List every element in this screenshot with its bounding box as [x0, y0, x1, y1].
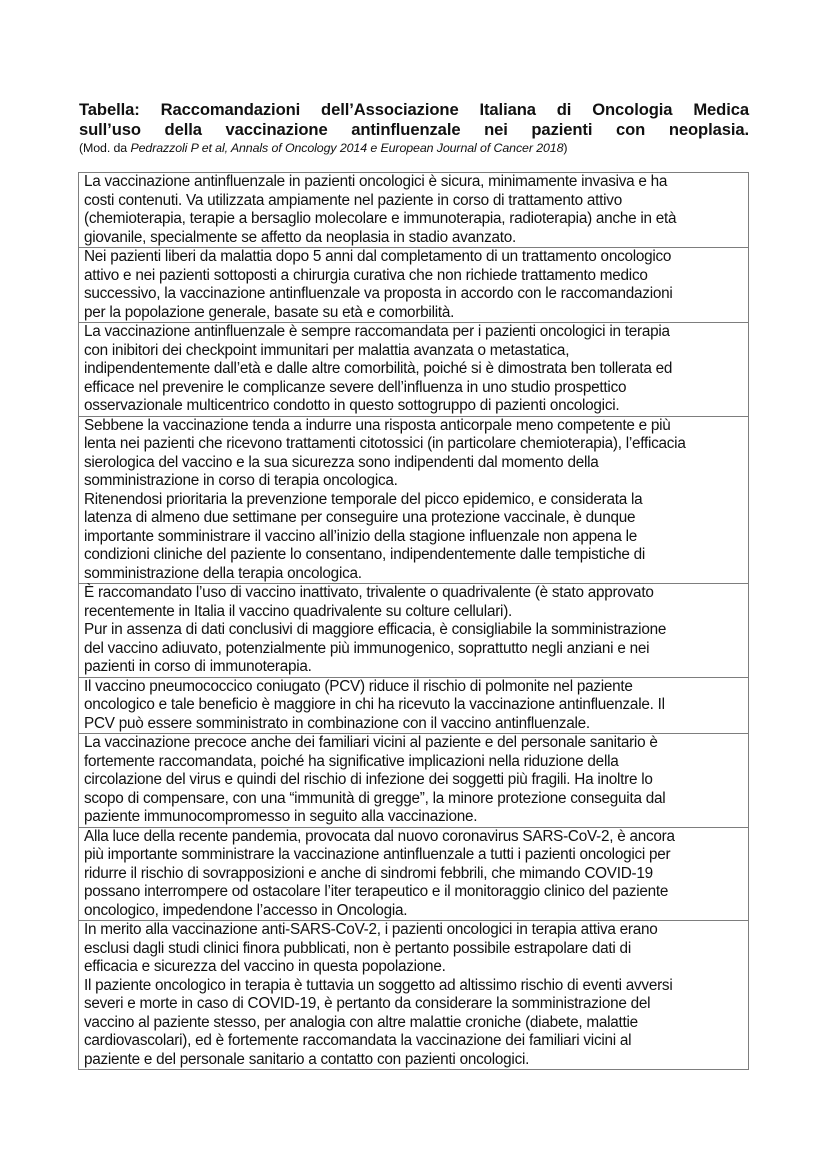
recommendation-text-line: per la popolazione generale, basate su età e comorbilità.	[84, 303, 455, 321]
recommendation-text-line: indipendentemente dall’età e dalle altre comorbilità, poiché si è dimostrata ben tollerata ed	[84, 360, 673, 377]
recommendations-table	[78, 172, 749, 1070]
recommendation-text-line: con inibitori dei checkpoint immunitari per malattia avanzata o metastatica,	[84, 341, 570, 359]
recommendation-text-line: paziente immunocompromesso in seguito alla vaccinazione.	[84, 808, 478, 825]
recommendation-cell	[79, 734, 749, 828]
recommendation-text-line: circolazione del virus e quindi del rischio di infezione dei soggetti più fragili. Ha inoltre lo	[84, 771, 653, 788]
recommendation-text-line: La vaccinazione antinfluenzale in pazienti oncologici è sicura, minimamente invasiva e ha	[84, 173, 668, 190]
recommendation-text-line: del vaccino adiuvato, potenzialmente più immunogenico, soprattutto negli anziani e nei	[84, 639, 650, 657]
recommendation-text-line: Pur in assenza di dati conclusivi di maggiore efficacia, è consigliabile la somministrazione	[84, 621, 667, 638]
recommendation-text-line: oncologico e tale beneficio è maggiore in chi ha ricevuto la vaccinazione antinfluenzale. Il	[84, 696, 665, 713]
recommendation-text-line: successivo, la vaccinazione antinfluenzale va proposta in accordo con le raccomandazioni	[84, 285, 673, 302]
recommendation-text-line: È raccomandato l’uso di vaccino inattivato, trivalente o quadrivalente (è stato approvato	[84, 584, 654, 601]
table-row	[79, 827, 749, 921]
table-row	[79, 173, 749, 248]
table-row	[79, 248, 749, 323]
recommendation-text-line: La vaccinazione precoce anche dei familiari vicini al paziente e del personale sanitario è	[84, 734, 658, 751]
source-authors: Pedrazzoli P et al, Annals of Oncology 2014 e European Journal of Cancer 2018	[130, 141, 564, 155]
title-line-2: sull’uso della vaccinazione antinfluenzale nei pazienti con neoplasia.	[79, 120, 749, 139]
recommendation-cell	[79, 584, 749, 678]
recommendation-text-line: più importante somministrare la vaccinazione antinfluenzale a tutti i pazienti oncologici per	[84, 846, 671, 863]
source-prefix: (Mod. da	[79, 141, 131, 155]
table-row	[79, 677, 749, 734]
recommendation-text-line: condizioni cliniche del paziente lo consentano, indipendentemente dalle tempistiche di	[84, 546, 646, 563]
source-suffix: )	[563, 141, 568, 155]
recommendation-cell	[79, 677, 749, 734]
recommendation-cell	[79, 921, 749, 1070]
recommendation-text-line: importante somministrare il vaccino all’inizio della stagione influenzale non appena le	[84, 527, 638, 545]
recommendation-text-line: Il paziente oncologico in terapia è tuttavia un soggetto ad altissimo rischio di eventi avversi	[84, 976, 673, 994]
recommendation-text-line: efficacia e sicurezza del vaccino in questa popolazione.	[84, 958, 446, 975]
table-row	[79, 584, 749, 678]
recommendation-text-line: somministrazione della terapia oncologica.	[84, 564, 362, 582]
recommendation-text-line: fortemente raccomandata, poiché ha significative implicazioni nella riduzione della	[84, 752, 619, 770]
recommendation-text-line: Sebbene la vaccinazione tenda a indurre una risposta anticorpale meno competente e più	[84, 416, 671, 434]
title-line-1: Tabella: Raccomandazioni dell’Associazione Italiana di Oncologia Medica	[79, 100, 749, 119]
table-row	[79, 323, 749, 417]
recommendation-text-line: recentemente in Italia il vaccino quadrivalente su colture cellulari).	[84, 602, 513, 620]
recommendation-text-line: esclusi dagli studi clinici finora pubblicati, non è pertanto possibile estrapolare dati di	[84, 939, 631, 957]
table-title	[79, 100, 749, 140]
table-row	[79, 416, 749, 584]
recommendation-cell	[79, 827, 749, 921]
recommendation-cell	[79, 416, 749, 584]
recommendation-text-line: oncologico, impedendone l’accesso in Oncologia.	[84, 901, 408, 919]
recommendation-text-line: lenta nei pazienti che ricevono trattamenti citotossici (in particolare chemioterapia), l’efficacia	[84, 435, 686, 452]
recommendation-text-line: attivo e nei pazienti sottoposti a chirurgia curativa che non richiede trattamento medico	[84, 266, 648, 284]
recommendation-text-line: giovanile, specialmente se affetto da neoplasia in stadio avanzato.	[84, 228, 516, 246]
source-citation	[79, 141, 749, 156]
recommendation-text-line: paziente e del personale sanitario a contatto con pazienti oncologici.	[84, 1050, 530, 1068]
recommendation-text-line: ridurre il rischio di sovrapposizioni e anche di sindromi febbrili, che mimando COVID-19	[84, 864, 653, 882]
recommendation-text-line: cardiovascolari), ed è fortemente raccomandata la vaccinazione dei familiari vicini al	[84, 1032, 632, 1049]
table-row	[79, 921, 749, 1070]
recommendation-text-line: costi contenuti. Va utilizzata ampiamente nel paziente in corso di trattamento attivo	[84, 191, 622, 209]
recommendation-text-line: pazienti in corso di immunoterapia.	[84, 658, 312, 675]
recommendation-text-line: osservazionale multicentrico condotto in questo sottogruppo di pazienti oncologici.	[84, 397, 620, 414]
recommendation-text-line: (chemioterapia, terapie a bersaglio molecolare e immunoterapia, radioterapia) anche in età	[84, 210, 677, 227]
recommendation-text-line: PCV può essere somministrato in combinazione con il vaccino antinfluenzale.	[84, 714, 590, 732]
recommendation-text-line: sierologica del vaccino e la sua sicurezza sono indipendenti dal momento della	[84, 453, 599, 471]
recommendation-text-line: latenza di almeno due settimane per conseguire una protezione vaccinale, è dunque	[84, 509, 636, 526]
recommendation-text-line: somministrazione in corso di terapia oncologica.	[84, 472, 398, 489]
recommendation-text-line: Nei pazienti liberi da malattia dopo 5 anni dal completamento di un trattamento oncologico	[84, 248, 672, 265]
recommendation-text-line: possano interrompere od ostacolare l’iter terapeutico e il monitoraggio clinico del paziente	[84, 883, 669, 900]
recommendation-cell	[79, 248, 749, 323]
recommendation-text-line: Il vaccino pneumococcico coniugato (PCV) riduce il rischio di polmonite nel paziente	[84, 677, 633, 695]
recommendations-table-body	[79, 173, 749, 1070]
recommendation-cell	[79, 323, 749, 417]
recommendation-text-line: La vaccinazione antinfluenzale è sempre raccomandata per i pazienti oncologici in terapia	[84, 323, 670, 340]
recommendation-text-line: scopo di compensare, con una “immunità di gregge”, la minore protezione conseguita dal	[84, 789, 666, 807]
recommendation-text-line: In merito alla vaccinazione anti-SARS-CoV-2, i pazienti oncologici in terapia attiva erano	[84, 921, 658, 938]
recommendation-cell	[79, 173, 749, 248]
recommendation-text-line: vaccino al paziente stesso, per analogia con altre malattie croniche (diabete, malattie	[84, 1013, 638, 1031]
table-header	[79, 100, 749, 156]
table-row	[79, 734, 749, 828]
recommendation-text-line: Alla luce della recente pandemia, provocata dal nuovo coronavirus SARS-CoV-2, è ancora	[84, 827, 675, 845]
recommendation-text-line: severi e morte in caso di COVID-19, è pertanto da considerare la somministrazione del	[84, 995, 651, 1012]
recommendation-text-line: efficace nel prevenire le complicanze severe dell’influenza in uno studio prospettico	[84, 378, 627, 396]
recommendation-text-line: Ritenendosi prioritaria la prevenzione temporale del picco epidemico, e considerata la	[84, 490, 643, 508]
